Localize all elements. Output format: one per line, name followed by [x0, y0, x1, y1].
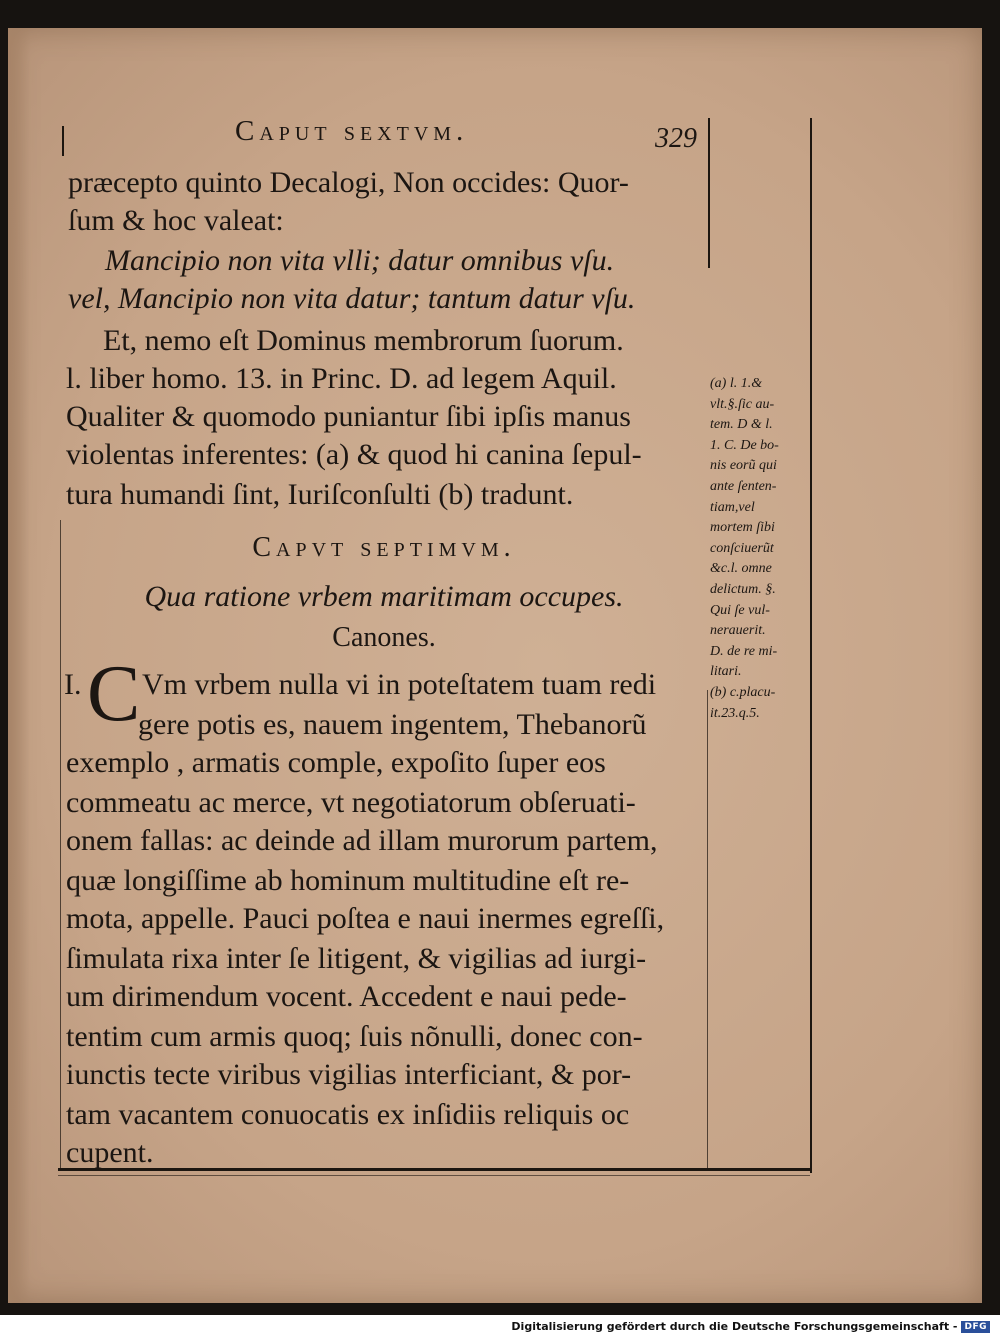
margin-note-line: litari.: [710, 664, 742, 680]
canon-line-text: exemplo , armatis comple, expoſito ſuper eos: [66, 746, 606, 779]
body-line-text: violentas inferentes: (a) & quod hi canina ſepul-: [66, 438, 642, 471]
canon-line: [66, 978, 627, 1016]
canon-line-text: quæ longiſſime ab hominum multitudine eſt re-: [66, 864, 630, 897]
canon-line: [66, 744, 606, 782]
margin-note-line: delictum. §.: [710, 581, 776, 597]
page-number: 329: [655, 123, 697, 154]
body-line: [68, 164, 629, 202]
verse-line: [105, 242, 614, 280]
canon-line-text: cupent.: [66, 1136, 154, 1169]
body-rule-left: [60, 520, 61, 1170]
verse-text: vel, Mancipio non vita datur; tantum datur vſu.: [68, 282, 636, 315]
canon-line-text: mota, appelle. Pauci poſtea e naui inermes egreſſi,: [66, 902, 665, 935]
canon-line: [66, 822, 657, 860]
body-line: [66, 360, 617, 398]
canon-line: [66, 862, 629, 900]
body-line: [68, 202, 284, 240]
funding-text: Digitalisierung gefördert durch die Deutsche Forschungsgemeinschaft -: [511, 1320, 958, 1333]
canon-line: [66, 784, 636, 822]
canon-line-text: um dirimendum vocent. Accedent e naui pede-: [66, 980, 627, 1013]
margin-note-line: (b) c.placu-: [710, 684, 776, 700]
body-line: [66, 476, 573, 514]
canon-line-text: commeatu ac merce, vt negotiatorum obſeruati-: [66, 786, 636, 819]
margin-note-line: D. de re mi-: [710, 643, 778, 659]
canon-line: [66, 1018, 643, 1056]
canon-line: [142, 666, 656, 704]
body-line: [66, 436, 642, 474]
margin-note-line: nerauerit.: [710, 623, 766, 639]
body-line-text: præcepto quinto Decalogi, Non occides: Quor-: [68, 166, 629, 199]
canon-line: [66, 1134, 153, 1172]
canon-line: [66, 940, 646, 978]
margin-rule-right: [810, 118, 812, 1173]
margin-note-line: nis eorũ qui: [710, 458, 777, 474]
margin-note-line: tiam,vel: [710, 499, 755, 515]
canon-number: I.: [64, 668, 82, 701]
body-line-text: ſum & hoc valeat:: [68, 204, 284, 237]
canon-line: [66, 1056, 631, 1094]
margin-note-line: Qui ſe vul-: [710, 602, 770, 618]
bottom-rule: [58, 1168, 810, 1171]
drop-capital: C: [87, 650, 141, 738]
chapter-title: Capvt septimvm.: [252, 532, 516, 563]
body-line-text: tura humandi ſint, Iuriſconſulti (b) tradunt.: [66, 478, 574, 511]
canon-line-text: ſimulata rixa inter ſe litigent, & vigilias ad iurgi-: [66, 942, 647, 975]
margin-notes: [710, 374, 810, 724]
chapter-subtitle: Qua ratione vrbem maritimam occupes.: [144, 580, 624, 613]
canon-line: [138, 706, 646, 744]
header-rule-right: [708, 118, 710, 268]
funding-footer: [511, 1320, 990, 1333]
margin-note-line: vlt.§.ſic au-: [710, 396, 775, 412]
canon-line-text: tam vacantem conuocatis ex inſidiis reliquis oc: [66, 1098, 630, 1131]
canon-line-text: Vm vrbem nulla vi in poteſtatem tuam redi: [142, 668, 657, 701]
body-line-text: Qualiter & quomodo puniantur ſibi ipſis manus: [66, 400, 631, 433]
margin-note-line: ante ſenten-: [710, 478, 777, 494]
margin-note-line: mortem ſibi: [710, 520, 775, 536]
bottom-rule-thin: [58, 1175, 810, 1176]
running-title: Caput sextvm.: [235, 115, 469, 147]
dfg-logo-icon: DFG: [961, 1321, 990, 1333]
margin-note-line: 1. C. De bo-: [710, 437, 779, 453]
body-rule-right: [707, 690, 708, 1170]
body-line: [66, 398, 631, 436]
margin-note-line: tem. D & l.: [710, 417, 773, 433]
canon-line-text: onem fallas: ac deinde ad illam murorum partem,: [66, 824, 658, 857]
canon-line-text: gere potis es, nauem ingentem, Thebanorũ: [138, 708, 647, 741]
canon-line-text: tentim cum armis quoq; ſuis nõnulli, donec con-: [66, 1020, 643, 1053]
margin-note-line: (a) l. 1.&: [710, 376, 763, 391]
margin-note-line: it.23.q.5.: [710, 705, 760, 721]
canon-line: [66, 1096, 629, 1134]
margin-note-line: conſciuerũt: [710, 540, 774, 556]
verse-text: Mancipio non vita vlli; datur omnibus vſu.: [105, 244, 615, 277]
verse-line: [68, 280, 635, 318]
body-line-text: l. liber homo. 13. in Princ. D. ad legem Aquil.: [66, 362, 617, 395]
body-line-text: Et, nemo eſt Dominus membrorum ſuorum.: [103, 324, 624, 357]
canones-heading: Canones.: [332, 622, 436, 653]
canon-line-text: iunctis tecte viribus vigilias interficiant, & por-: [66, 1058, 632, 1091]
page-shadow: [8, 28, 30, 1303]
margin-note-line: &c.l. omne: [710, 561, 772, 577]
header-rule-left: [62, 126, 64, 156]
body-line: [103, 322, 624, 360]
canon-line: [66, 900, 664, 938]
